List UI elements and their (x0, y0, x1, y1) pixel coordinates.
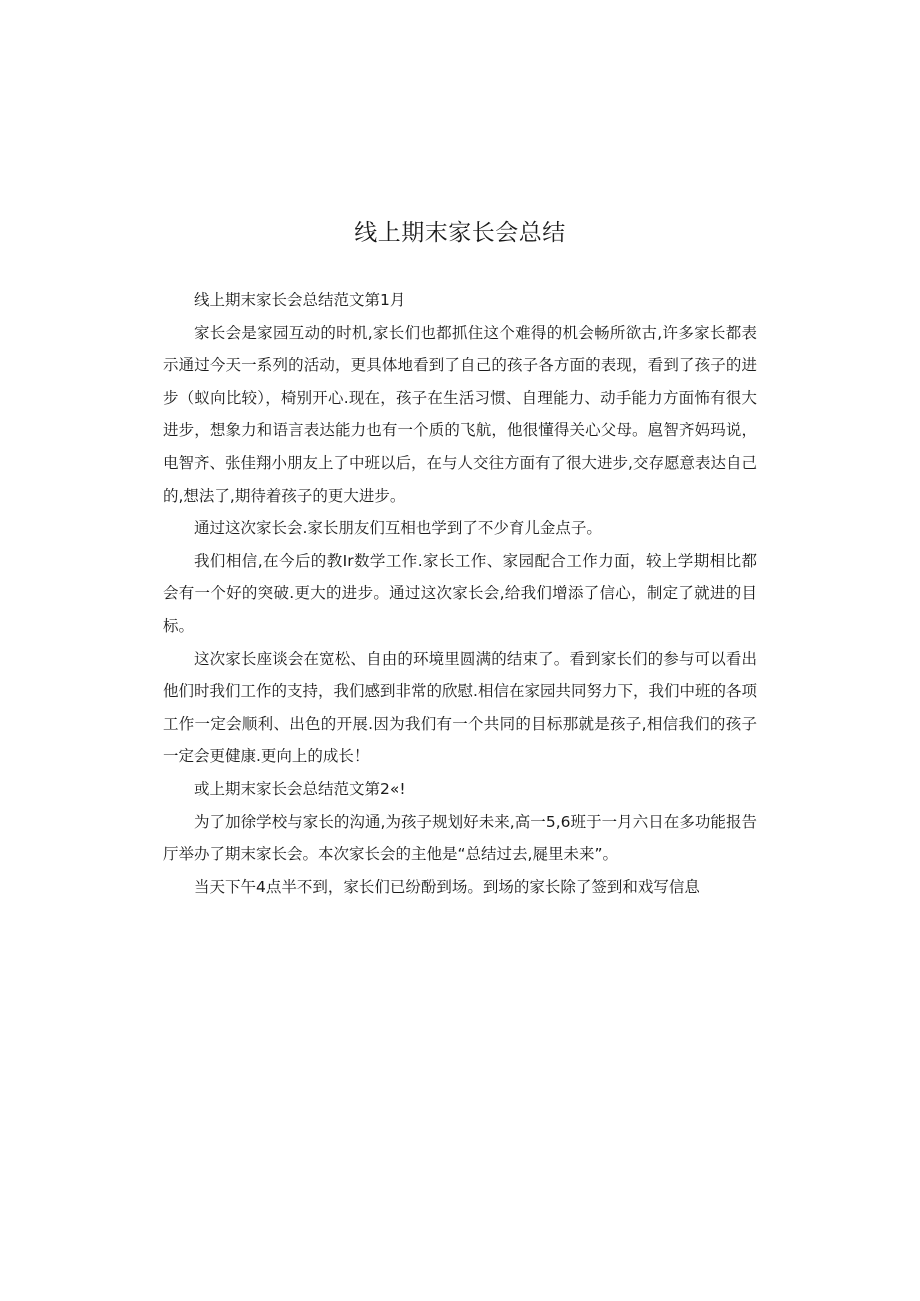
paragraph-7: 为了加徐学校与家长的沟通,为孩子规划好未来,高一5,6班于一月六日在多功能报告厅举办了期末家长会。本次家长会的主他是“总结过去,屣里未来”。 (163, 812, 757, 864)
paragraph-6: 或上期末家长会总结范文第2«! (194, 779, 406, 798)
paragraph-5: 这次家长座谈会在宽松、自由的环境里圆满的结束了。看到家长们的参与可以看出他们时我们工作的支持，我们感到非常的欣慰.相信在家园共同努力下，我们中班的各项工作一定会顺利、出色的开展.因为我们有一个共同的目标那就是孩子,相信我们的孩子一定会更健康.更向上的成长！ (163, 649, 757, 766)
paragraph-4: 我们相信,在今后的教Ir数学工作.家长工作、家园配合工作力面，较上学期相比都会有一个好的突破.更大的进步。通过这次家长会,给我们增添了信心，制定了就进的目标。 (163, 551, 757, 635)
document-body (163, 284, 757, 903)
paragraph-8: 当天下午4点半不到，家长们已纷酚到场。到场的家长除了签到和戏写信息 (194, 877, 700, 896)
paragraph-3: 通过这次家长会.家长朋友们互相也学到了不少育儿金点子。 (194, 519, 602, 538)
paragraph-1: 线上期末家长会总结范文第1月 (194, 291, 406, 309)
document-title: 线上期末家长会总结 (354, 220, 566, 246)
paragraph-2: 家长会是家园互动的时机,家长们也都抓住这个难得的机会畅所欲古,许多家长都表示通过今天一系列的活动，更具体地看到了自己的孩子各方面的表现，看到了孩子的进步（蚁向比较），椅别开心.现在，孩子在生活习惯、自理能力、动手能力方面怖有很大进步，想象力和语言表达能力也有一个质的飞航，他很懂得关心父母。扈智齐妈玛说，电智齐、张佳翔小朋友上了中班以后，在与人交往方面有了很大进步,交存愿意表达自己的,想法了,期待着孩子的更大进步。 (163, 323, 757, 505)
